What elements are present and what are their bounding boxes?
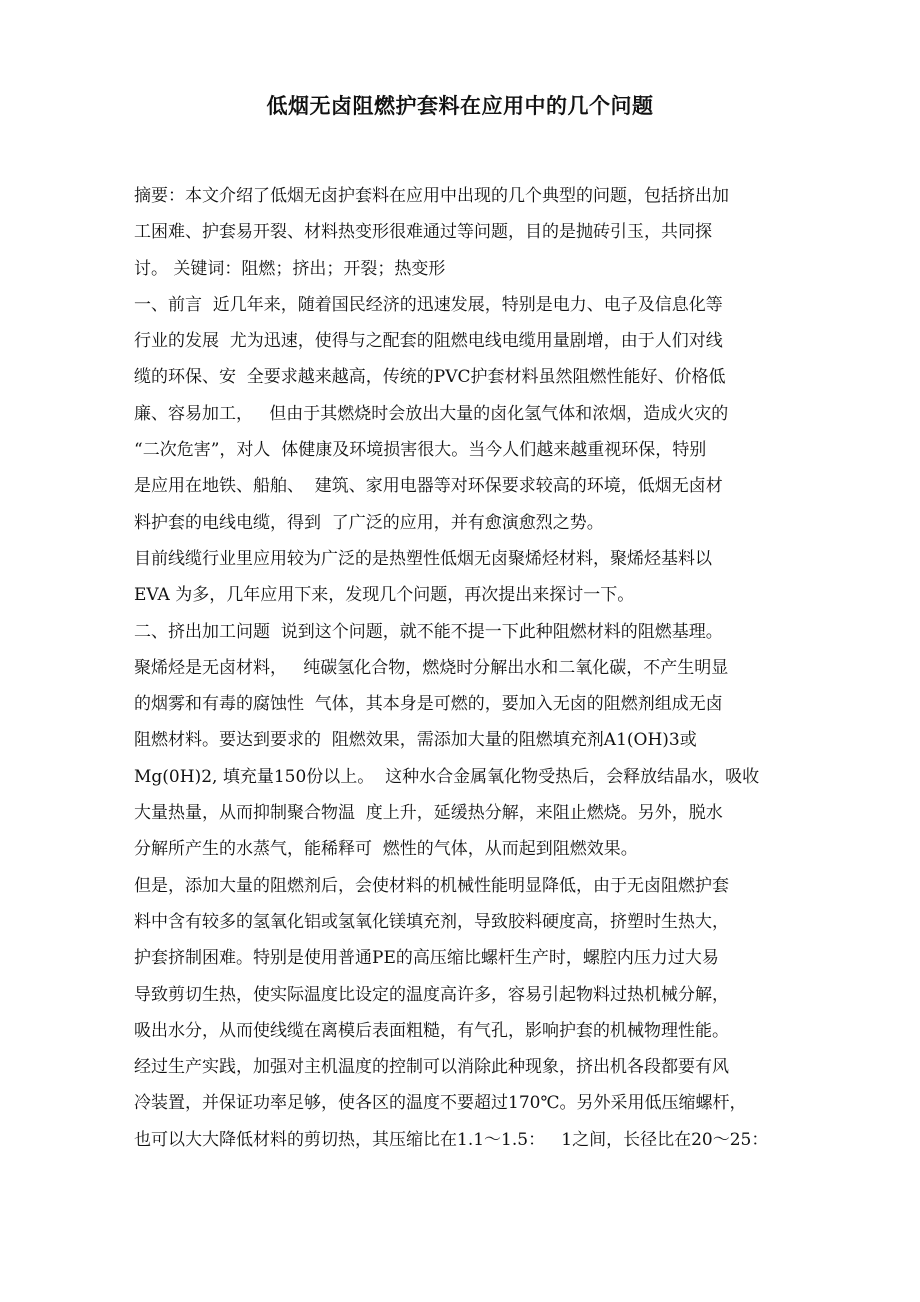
body-line: 分解所产生的水蒸气，能稀释可 燃性的气体，从而起到阻燃效果。 bbox=[134, 839, 638, 860]
body-line: 导致剪切生热，使实际温度比设定的温度高许多，容易引起物料过热机械分解， bbox=[134, 984, 729, 1005]
body-line: Mg(0H)2, 填充量150份以上。 这种水合金属氧化物受热后，会释放结晶水，吸收 bbox=[134, 766, 760, 787]
body-line: EVA 为多，几年应用下来，发现几个问题，再次提出来探讨一下。 bbox=[134, 585, 635, 606]
body-line: 也可以大大降低材料的剪切热，其压缩比在1.1～1.5： 1之间，长径比在20～25： bbox=[134, 1129, 769, 1150]
body-line: “二次危害”，对人 体健康及环境损害很大。当今人们越来越重视环保，特别 bbox=[134, 440, 707, 461]
body-line: 冷装置，并保证功率足够，使各区的温度不要超过170℃。另外采用低压缩螺杆， bbox=[134, 1093, 747, 1114]
body-line: 缆的环保、安 全要求越来越高，传统的PVC护套材料虽然阻燃性能好、价格低 bbox=[134, 367, 726, 388]
body-line: 但是，添加大量的阻燃剂后，会使材料的机械性能明显降低，由于无卤阻燃护套 bbox=[134, 875, 729, 896]
body-line: 的烟雾和有毒的腐蚀性 气体，其本身是可燃的，要加入无卤的阻燃剂组成无卤 bbox=[134, 694, 723, 715]
body-line: 讨。 关键词：阻燃；挤出；开裂；热变形 bbox=[134, 258, 446, 279]
body-line: 料护套的电线电缆，得到 了广泛的应用，并有愈演愈烈之势。 bbox=[134, 512, 604, 533]
document-title: 低烟无卤阻燃护套料在应用中的几个问题 bbox=[266, 93, 654, 118]
body-line: 二、挤出加工问题 说到这个问题，就不能不提一下此种阻燃材料的阻燃基理。 bbox=[134, 621, 723, 642]
body-line: 护套挤制困难。特别是使用普通PE的高压缩比螺杆生产时，螺腔内压力过大易 bbox=[134, 948, 719, 969]
body-line: 料中含有较多的氢氧化铝或氢氧化镁填充剂，导致胶料硬度高，挤塑时生热大， bbox=[134, 911, 729, 932]
body-line: 经过生产实践，加强对主机温度的控制可以消除此种现象，挤出机各段都要有风 bbox=[134, 1057, 729, 1078]
body-line: 目前线缆行业里应用较为广泛的是热塑性低烟无卤聚烯烃材料，聚烯烃基料以 bbox=[134, 548, 712, 569]
body-line: 摘要：本文介绍了低烟无卤护套料在应用中出现的几个典型的问题，包括挤出加 bbox=[134, 186, 729, 206]
body-line: 廉、容易加工， 但由于其燃烧时会放出大量的卤化氢气体和浓烟，造成火灾的 bbox=[134, 403, 729, 424]
document-body bbox=[134, 178, 786, 1158]
body-line: 行业的发展 尤为迅速，使得与之配套的阻燃电线电缆用量剧增，由于人们对线 bbox=[134, 331, 723, 352]
body-line: 是应用在地铁、船舶、 建筑、家用电器等对环保要求较高的环境，低烟无卤材 bbox=[134, 476, 723, 497]
body-line: 阻燃材料。要达到要求的 阻燃效果，需添加大量的阻燃填充剂A1(OH)3或 bbox=[134, 730, 697, 751]
body-line: 聚烯烃是无卤材料， 纯碳氢化合物，燃烧时分解出水和二氧化碳，不产生明显 bbox=[134, 657, 729, 678]
body-line: 吸出水分，从而使线缆在离模后表面粗糙，有气孔，影响护套的机械物理性能。 bbox=[134, 1020, 729, 1041]
body-line: 大量热量，从而抑制聚合物温 度上升，延缓热分解，来阻止燃烧。另外，脱水 bbox=[134, 803, 723, 824]
body-line: 工困难、护套易开裂、材料热变形很难通过等问题，目的是抛砖引玉，共同探 bbox=[134, 222, 712, 243]
body-line: 一、前言 近几年来，随着国民经济的迅速发展，特别是电力、电子及信息化等 bbox=[134, 294, 723, 315]
